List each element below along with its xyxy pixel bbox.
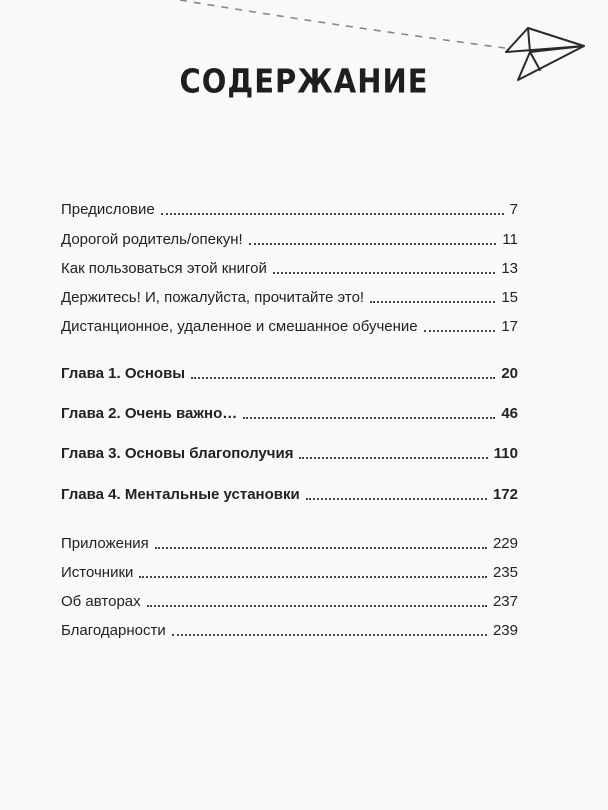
toc-entry[interactable]: [61, 255, 518, 279]
toc-dot-leader: [147, 604, 487, 607]
toc-entry[interactable]: [61, 588, 518, 612]
toc-dot-leader: [243, 416, 495, 419]
toc-dot-leader: [370, 300, 495, 303]
toc-entry[interactable]: [61, 226, 518, 250]
toc-dot-leader: [172, 633, 487, 636]
toc-dot-leader: [299, 456, 487, 459]
toc-entry-page: 46: [501, 405, 518, 422]
toc-entry[interactable]: [61, 196, 518, 220]
toc-dot-leader: [249, 242, 497, 245]
toc-chapter-entry[interactable]: [61, 481, 518, 505]
toc-dot-leader: [306, 497, 487, 500]
toc-entry-title: Приложения: [61, 535, 149, 552]
toc-chapter-entry[interactable]: [61, 400, 518, 424]
toc-dot-leader: [155, 546, 487, 549]
toc-entry-title: Держитесь! И, пожалуйста, прочитайте это!: [61, 289, 365, 306]
toc-entry-page: 15: [501, 289, 518, 306]
toc-entry-page: 13: [501, 260, 518, 277]
toc-entry-page: 20: [501, 365, 518, 382]
toc-entry-title: Как пользоваться этой книгой: [61, 260, 267, 277]
toc-entry-page: 239: [492, 622, 518, 639]
toc-entry-title: Глава 4. Ментальные установки: [61, 486, 300, 503]
toc-entry[interactable]: [61, 313, 518, 337]
toc-entry-title: Благодарности: [61, 622, 166, 639]
toc-entry-page: 229: [492, 535, 518, 552]
toc-entry[interactable]: [61, 617, 518, 641]
toc-entry-title: Глава 2. Очень важно…: [61, 405, 238, 422]
page-title: СОДЕРЖАНИЕ: [179, 61, 429, 101]
toc-chapter-entry[interactable]: [61, 360, 518, 384]
toc-entry-page: 17: [501, 318, 518, 335]
toc-entry-page: 110: [493, 445, 518, 462]
toc-entry-page: 235: [492, 564, 518, 581]
toc-entry-title: Источники: [61, 564, 134, 581]
toc-entry-title: Дистанционное, удаленное и смешанное обучение: [61, 318, 418, 335]
toc-entry-title: Предисловие: [61, 201, 155, 218]
toc-dot-leader: [139, 575, 487, 578]
toc-dot-leader: [161, 212, 504, 215]
toc-entry-page: 172: [492, 486, 518, 503]
toc-entry[interactable]: [61, 559, 518, 583]
toc-entry-page: 11: [502, 231, 518, 248]
toc-entry-title: Глава 3. Основы благополучия: [61, 445, 294, 462]
toc-entry[interactable]: [61, 530, 518, 554]
toc-dot-leader: [191, 376, 495, 379]
toc-dot-leader: [424, 329, 496, 332]
toc-entry-page: 237: [492, 593, 518, 610]
toc-entry-page: 7: [509, 201, 518, 218]
toc-entry-title: Глава 1. Основы: [61, 365, 186, 382]
toc-chapter-entry[interactable]: [61, 440, 518, 464]
toc-entry[interactable]: [61, 284, 518, 308]
toc-entry-title: Дорогой родитель/опекун!: [61, 231, 243, 248]
toc-dot-leader: [273, 271, 495, 274]
toc-entry-title: Об авторах: [61, 593, 141, 610]
